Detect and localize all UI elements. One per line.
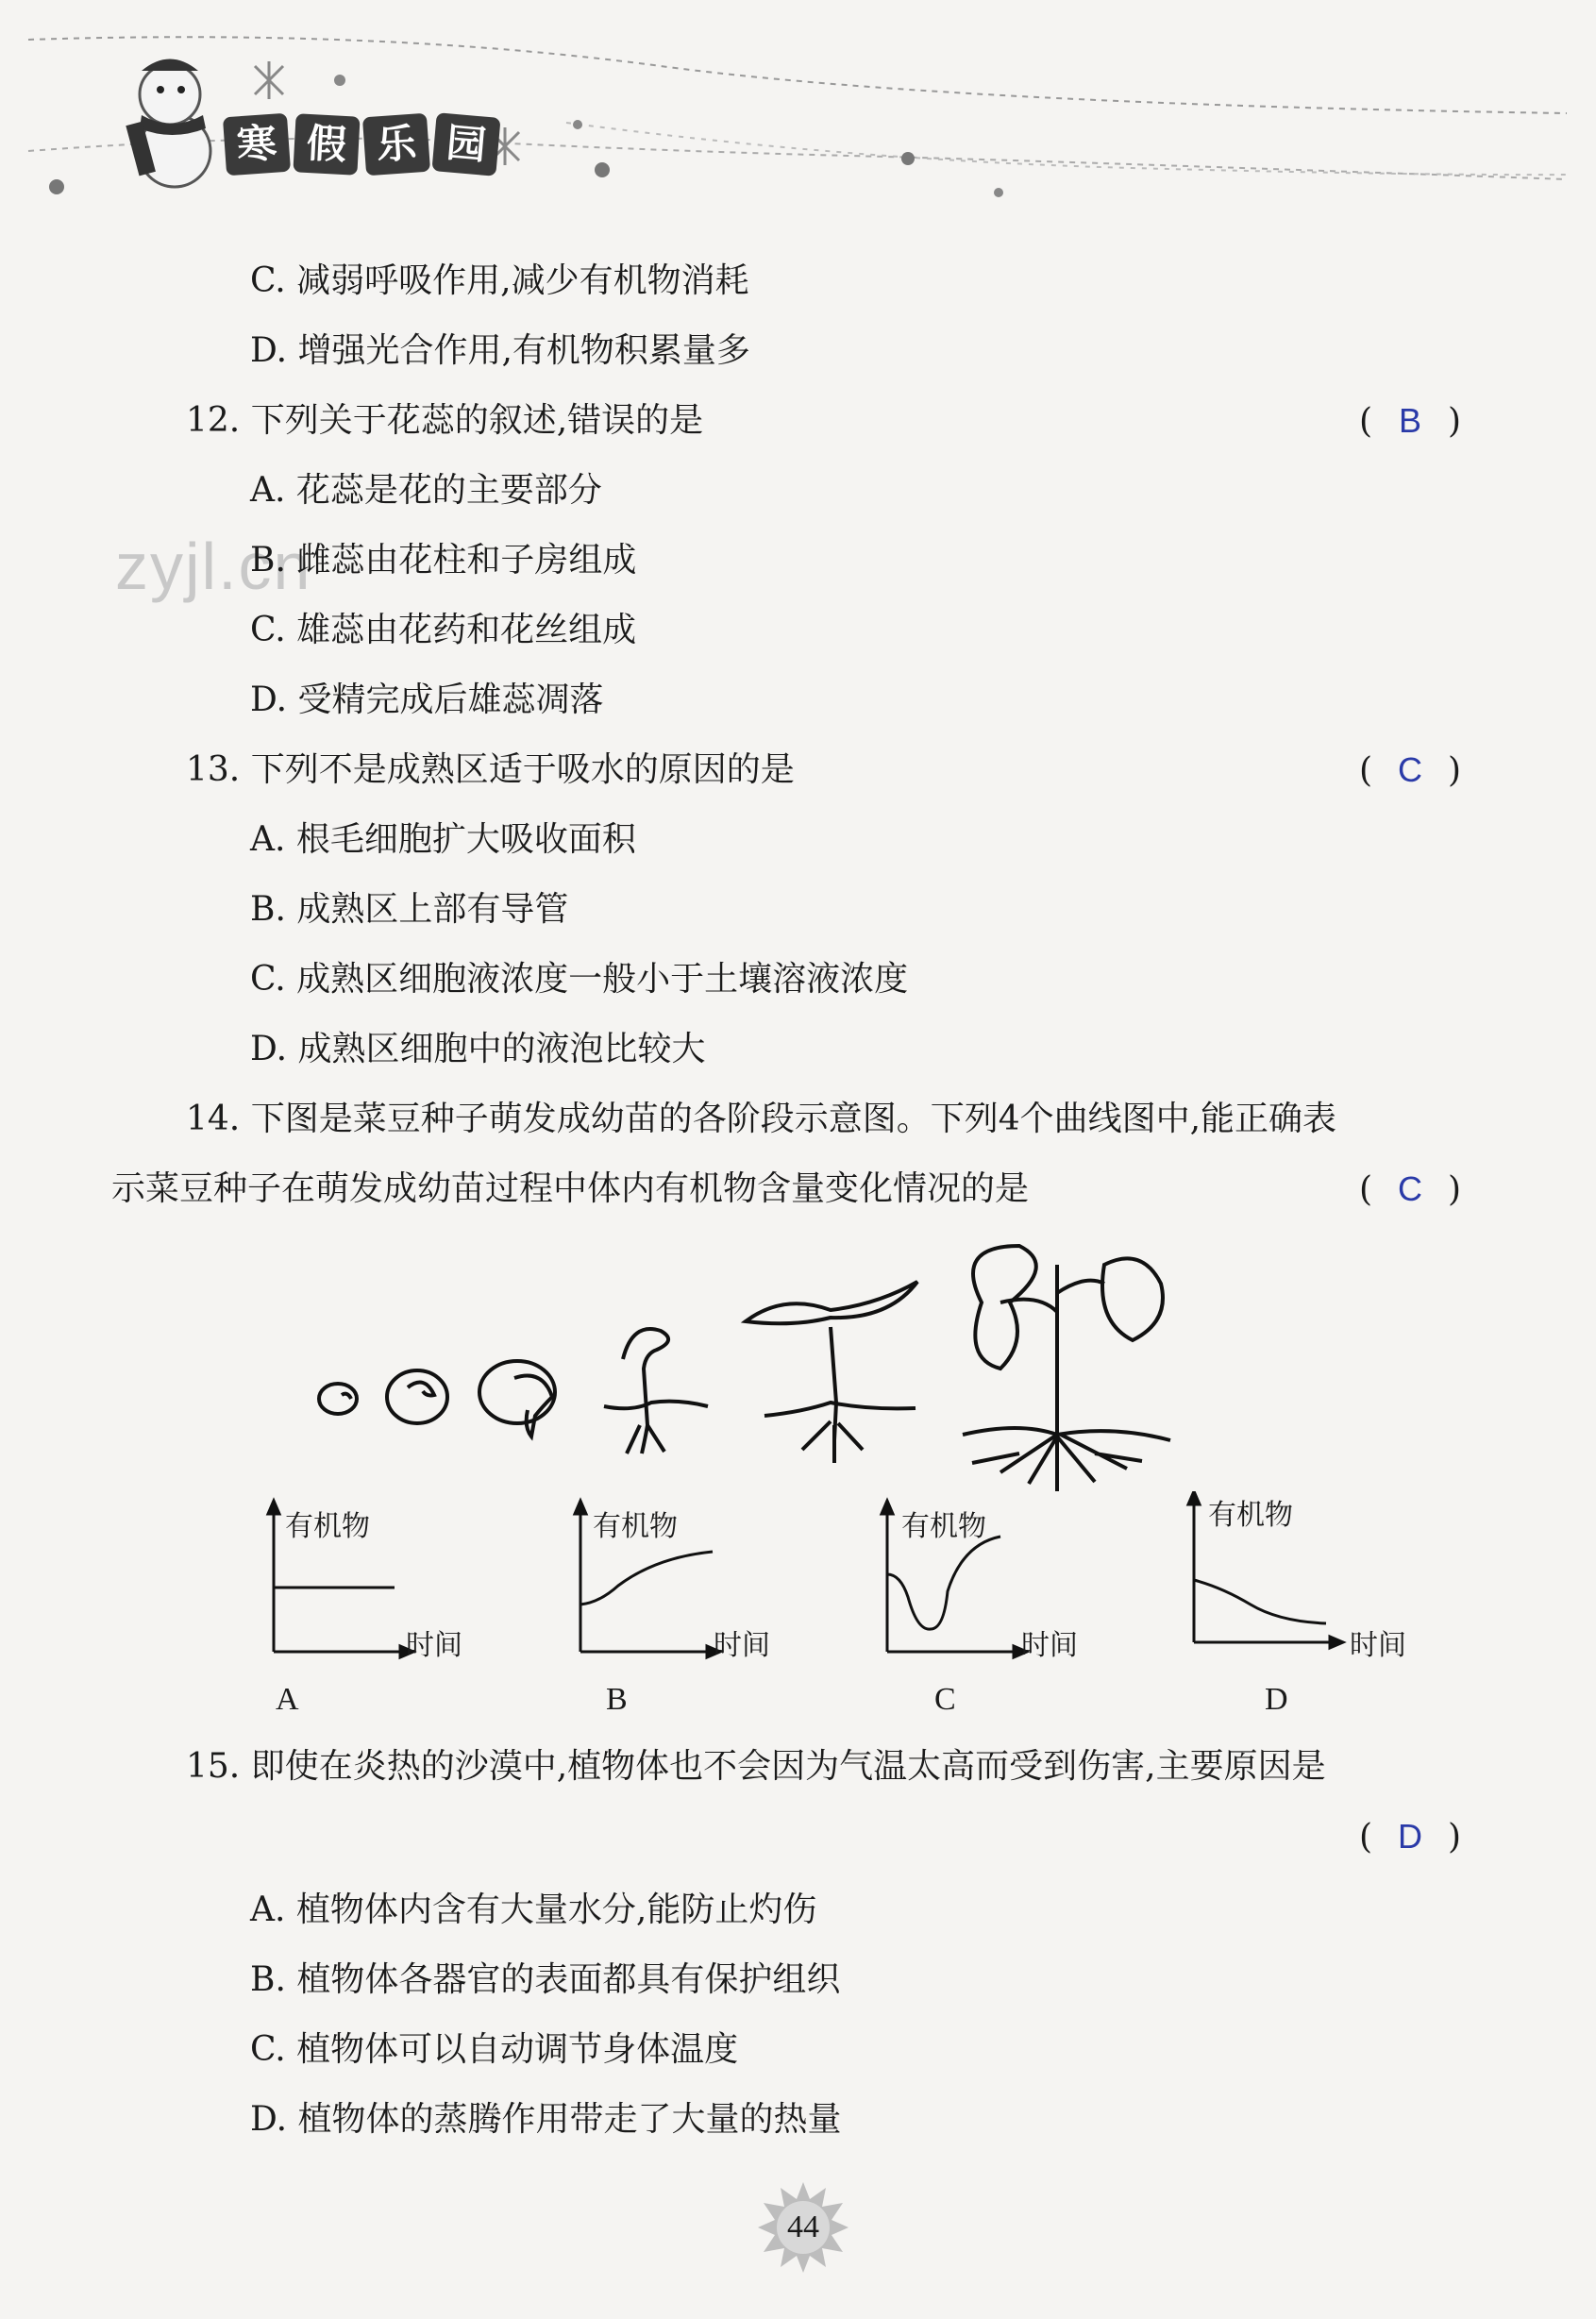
q13-answer-box bbox=[1359, 748, 1461, 794]
watermark: zyjl.cn bbox=[115, 529, 312, 603]
header-title bbox=[225, 115, 498, 174]
q14-answer: C bbox=[1398, 1169, 1423, 1208]
paren-open: ( bbox=[1359, 1170, 1373, 1209]
graph-b-letter: B bbox=[606, 1682, 628, 1717]
germination-illustration bbox=[302, 1236, 1274, 1491]
q12-stem: 12. 下列关于花蕊的叙述,错误的是 bbox=[186, 401, 704, 440]
paren-close: ) bbox=[1448, 1170, 1462, 1209]
q13-option: C. 成熟区细胞液浓度一般小于土壤溶液浓度 bbox=[250, 960, 909, 999]
graph-b-xlabel: 时间 bbox=[714, 1629, 770, 1662]
q15-stem: 15. 即使在炎热的沙漠中,植物体也不会因为气温太高而受到伤害,主要原因是 bbox=[186, 1747, 1326, 1786]
q15-answer-box bbox=[1359, 1814, 1461, 1860]
q13-answer: C bbox=[1398, 750, 1423, 789]
q15-option: B. 植物体各器官的表面都具有保护组织 bbox=[250, 1960, 841, 1999]
graph-a-ylabel: 有机物 bbox=[285, 1510, 370, 1543]
paren-close: ) bbox=[1448, 751, 1462, 790]
q12-answer: B bbox=[1399, 401, 1422, 440]
q13-option: A. 根毛细胞扩大吸收面积 bbox=[250, 820, 636, 859]
seed-stage-2 bbox=[387, 1370, 447, 1423]
q12-option: D. 受精完成后雄蕊凋落 bbox=[250, 681, 604, 719]
paren-open: ( bbox=[1359, 751, 1373, 790]
graph-a-letter: A bbox=[276, 1682, 299, 1717]
q12-option: B. 雌蕊由花柱和子房组成 bbox=[250, 541, 637, 580]
paren-open: ( bbox=[1359, 1818, 1373, 1857]
page-number: 44 bbox=[787, 2210, 819, 2244]
paren-open: ( bbox=[1359, 402, 1373, 441]
q12-option: A. 花蕊是花的主要部分 bbox=[250, 471, 602, 510]
q15-option: D. 植物体的蒸腾作用带走了大量的热量 bbox=[250, 2100, 842, 2139]
q13-option: D. 成熟区细胞中的液泡比较大 bbox=[250, 1030, 706, 1068]
title-char: 乐 bbox=[362, 113, 430, 176]
graph-d-xlabel: 时间 bbox=[1350, 1629, 1406, 1662]
seed-stage-5 bbox=[746, 1282, 917, 1463]
q14-stem-line2: 示菜豆种子在萌发成幼苗过程中体内有机物含量变化情况的是 bbox=[111, 1169, 1030, 1208]
graph-d-letter: D bbox=[1265, 1682, 1288, 1717]
snowman-icon bbox=[126, 59, 210, 188]
graph-c-letter: C bbox=[934, 1682, 956, 1717]
q12-answer-box bbox=[1359, 398, 1461, 445]
title-char: 园 bbox=[431, 112, 500, 176]
seed-stage-3 bbox=[479, 1361, 555, 1437]
header bbox=[0, 0, 1596, 227]
paren-close: ) bbox=[1448, 1818, 1462, 1857]
seed-stage-6 bbox=[963, 1246, 1170, 1491]
q11-option-c: C. 减弱呼吸作用,减少有机物消耗 bbox=[250, 261, 749, 300]
title-char: 假 bbox=[293, 113, 360, 175]
graph-b-ylabel: 有机物 bbox=[593, 1510, 678, 1543]
q15-option: A. 植物体内含有大量水分,能防止灼伤 bbox=[250, 1890, 817, 1929]
q12-option: C. 雄蕊由花药和花丝组成 bbox=[250, 611, 637, 649]
q13-option: B. 成熟区上部有导管 bbox=[250, 890, 569, 929]
paren-close: ) bbox=[1448, 402, 1462, 441]
q15-option: C. 植物体可以自动调节身体温度 bbox=[250, 2030, 739, 2069]
q13-stem: 13. 下列不是成熟区适于吸水的原因的是 bbox=[186, 750, 795, 789]
header-decoration bbox=[0, 0, 1596, 227]
q14-stem-line1: 14. 下图是菜豆种子萌发成幼苗的各阶段示意图。下列4个曲线图中,能正确表 bbox=[186, 1100, 1337, 1138]
q15-answer: D bbox=[1398, 1817, 1423, 1856]
seed-stage-1 bbox=[319, 1384, 357, 1414]
graph-c-xlabel: 时间 bbox=[1021, 1629, 1078, 1662]
q14-answer-box bbox=[1359, 1167, 1461, 1213]
page-number-badge bbox=[758, 2182, 848, 2273]
graph-d-ylabel: 有机物 bbox=[1208, 1499, 1293, 1532]
title-char: 寒 bbox=[223, 113, 291, 176]
q11-option-d: D. 增强光合作用,有机物积累量多 bbox=[250, 331, 750, 370]
seed-stage-4 bbox=[604, 1329, 708, 1454]
graph-a-xlabel: 时间 bbox=[406, 1629, 462, 1662]
graph-c-ylabel: 有机物 bbox=[901, 1510, 986, 1543]
